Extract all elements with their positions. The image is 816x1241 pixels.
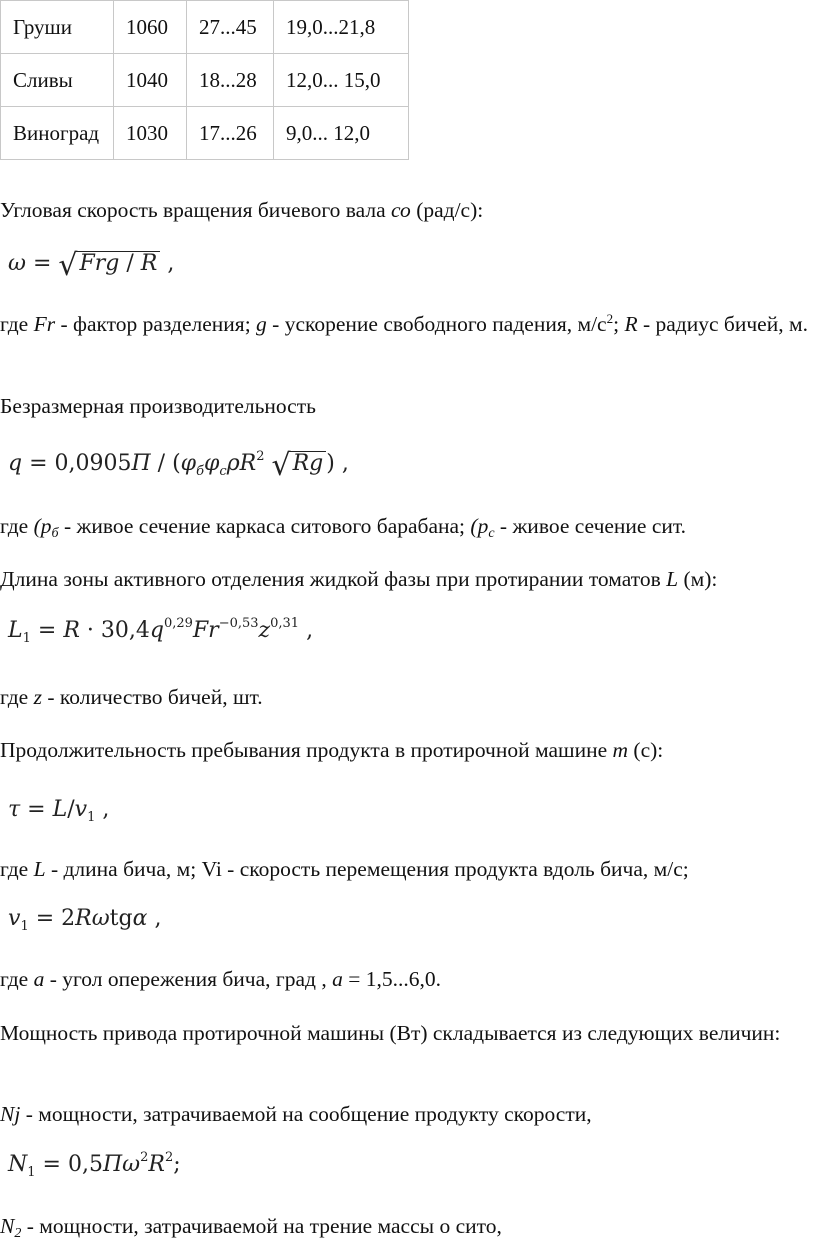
table-cell: 19,0...21,8: [274, 1, 409, 54]
table-row: [1, 1, 409, 54]
where-l-paragraph: где L - длина бича, м; Vi - скорость перемещения продукта вдоль бича, м/с;: [0, 857, 689, 881]
table-row: [1, 107, 409, 160]
table-cell: 1060: [114, 1, 187, 54]
table-row: [1, 54, 409, 107]
table-cell: 9,0... 12,0: [274, 107, 409, 160]
tau-intro: Продолжительность пребывания продукта в протирочной машине т (с):: [0, 738, 664, 762]
formula-n1: $N_1 = 0,5П\omega^2R^2$;: [8, 1150, 181, 1180]
formula-v1: $v_1 = 2R\omega tg\alpha$ ,: [8, 906, 162, 934]
table-cell: Сливы: [1, 54, 114, 107]
fruit-data-table: [0, 0, 409, 160]
power-intro: Мощность привода протирочной машины (Вт) складывается из следующих величин:: [0, 1021, 781, 1045]
table-cell: Груши: [1, 1, 114, 54]
l-intro: Длина зоны активного отделения жидкой фазы при протирании томатов L (м):: [0, 567, 718, 591]
where-fr-paragraph: где Fr - фактор разделения; g - ускорение свободного падения, $м/с^2$; R - радиус бичей, м.: [0, 311, 808, 336]
formula-q: $q = 0,0905П / (\varphi_б\varphi_c\rho R^2$ √Rg ) ,: [8, 448, 349, 483]
nj-paragraph: Nj - мощности, затрачиваемой на сообщение продукту скорости,: [0, 1102, 592, 1126]
n2-paragraph: $N_2$ - мощности, затрачиваемой на трение массы о сито,: [0, 1214, 502, 1241]
where-a-paragraph: где а - угол опережения бича, град , а = 1,5...6,0.: [0, 967, 441, 991]
where-z-paragraph: где z - количество бичей, шт.: [0, 685, 263, 709]
formula-l: $L_1 = R \cdot 30,4q^{0,29}Fr^{-0,53}z^{0,31}$ ,: [8, 616, 314, 646]
table-cell: Виноград: [1, 107, 114, 160]
where-phi-paragraph: где ($р_б$ - живое сечение каркаса ситового барабана; ($р_с$ - живое сечение сит.: [0, 514, 687, 541]
formula-tau: $\tau = L/v_1$ ,: [8, 797, 110, 825]
table-cell: 1040: [114, 54, 187, 107]
table-cell: 27...45: [187, 1, 274, 54]
formula-omega: ω = √Frg / R ,: [8, 248, 175, 283]
table-cell: 18...28: [187, 54, 274, 107]
table-cell: 12,0... 15,0: [274, 54, 409, 107]
q-intro: Безразмерная производительность: [0, 394, 316, 418]
omega-intro: Угловая скорость вращения бичевого вала со (рад/с):: [0, 198, 484, 222]
table-cell: 17...26: [187, 107, 274, 160]
table-cell: 1030: [114, 107, 187, 160]
